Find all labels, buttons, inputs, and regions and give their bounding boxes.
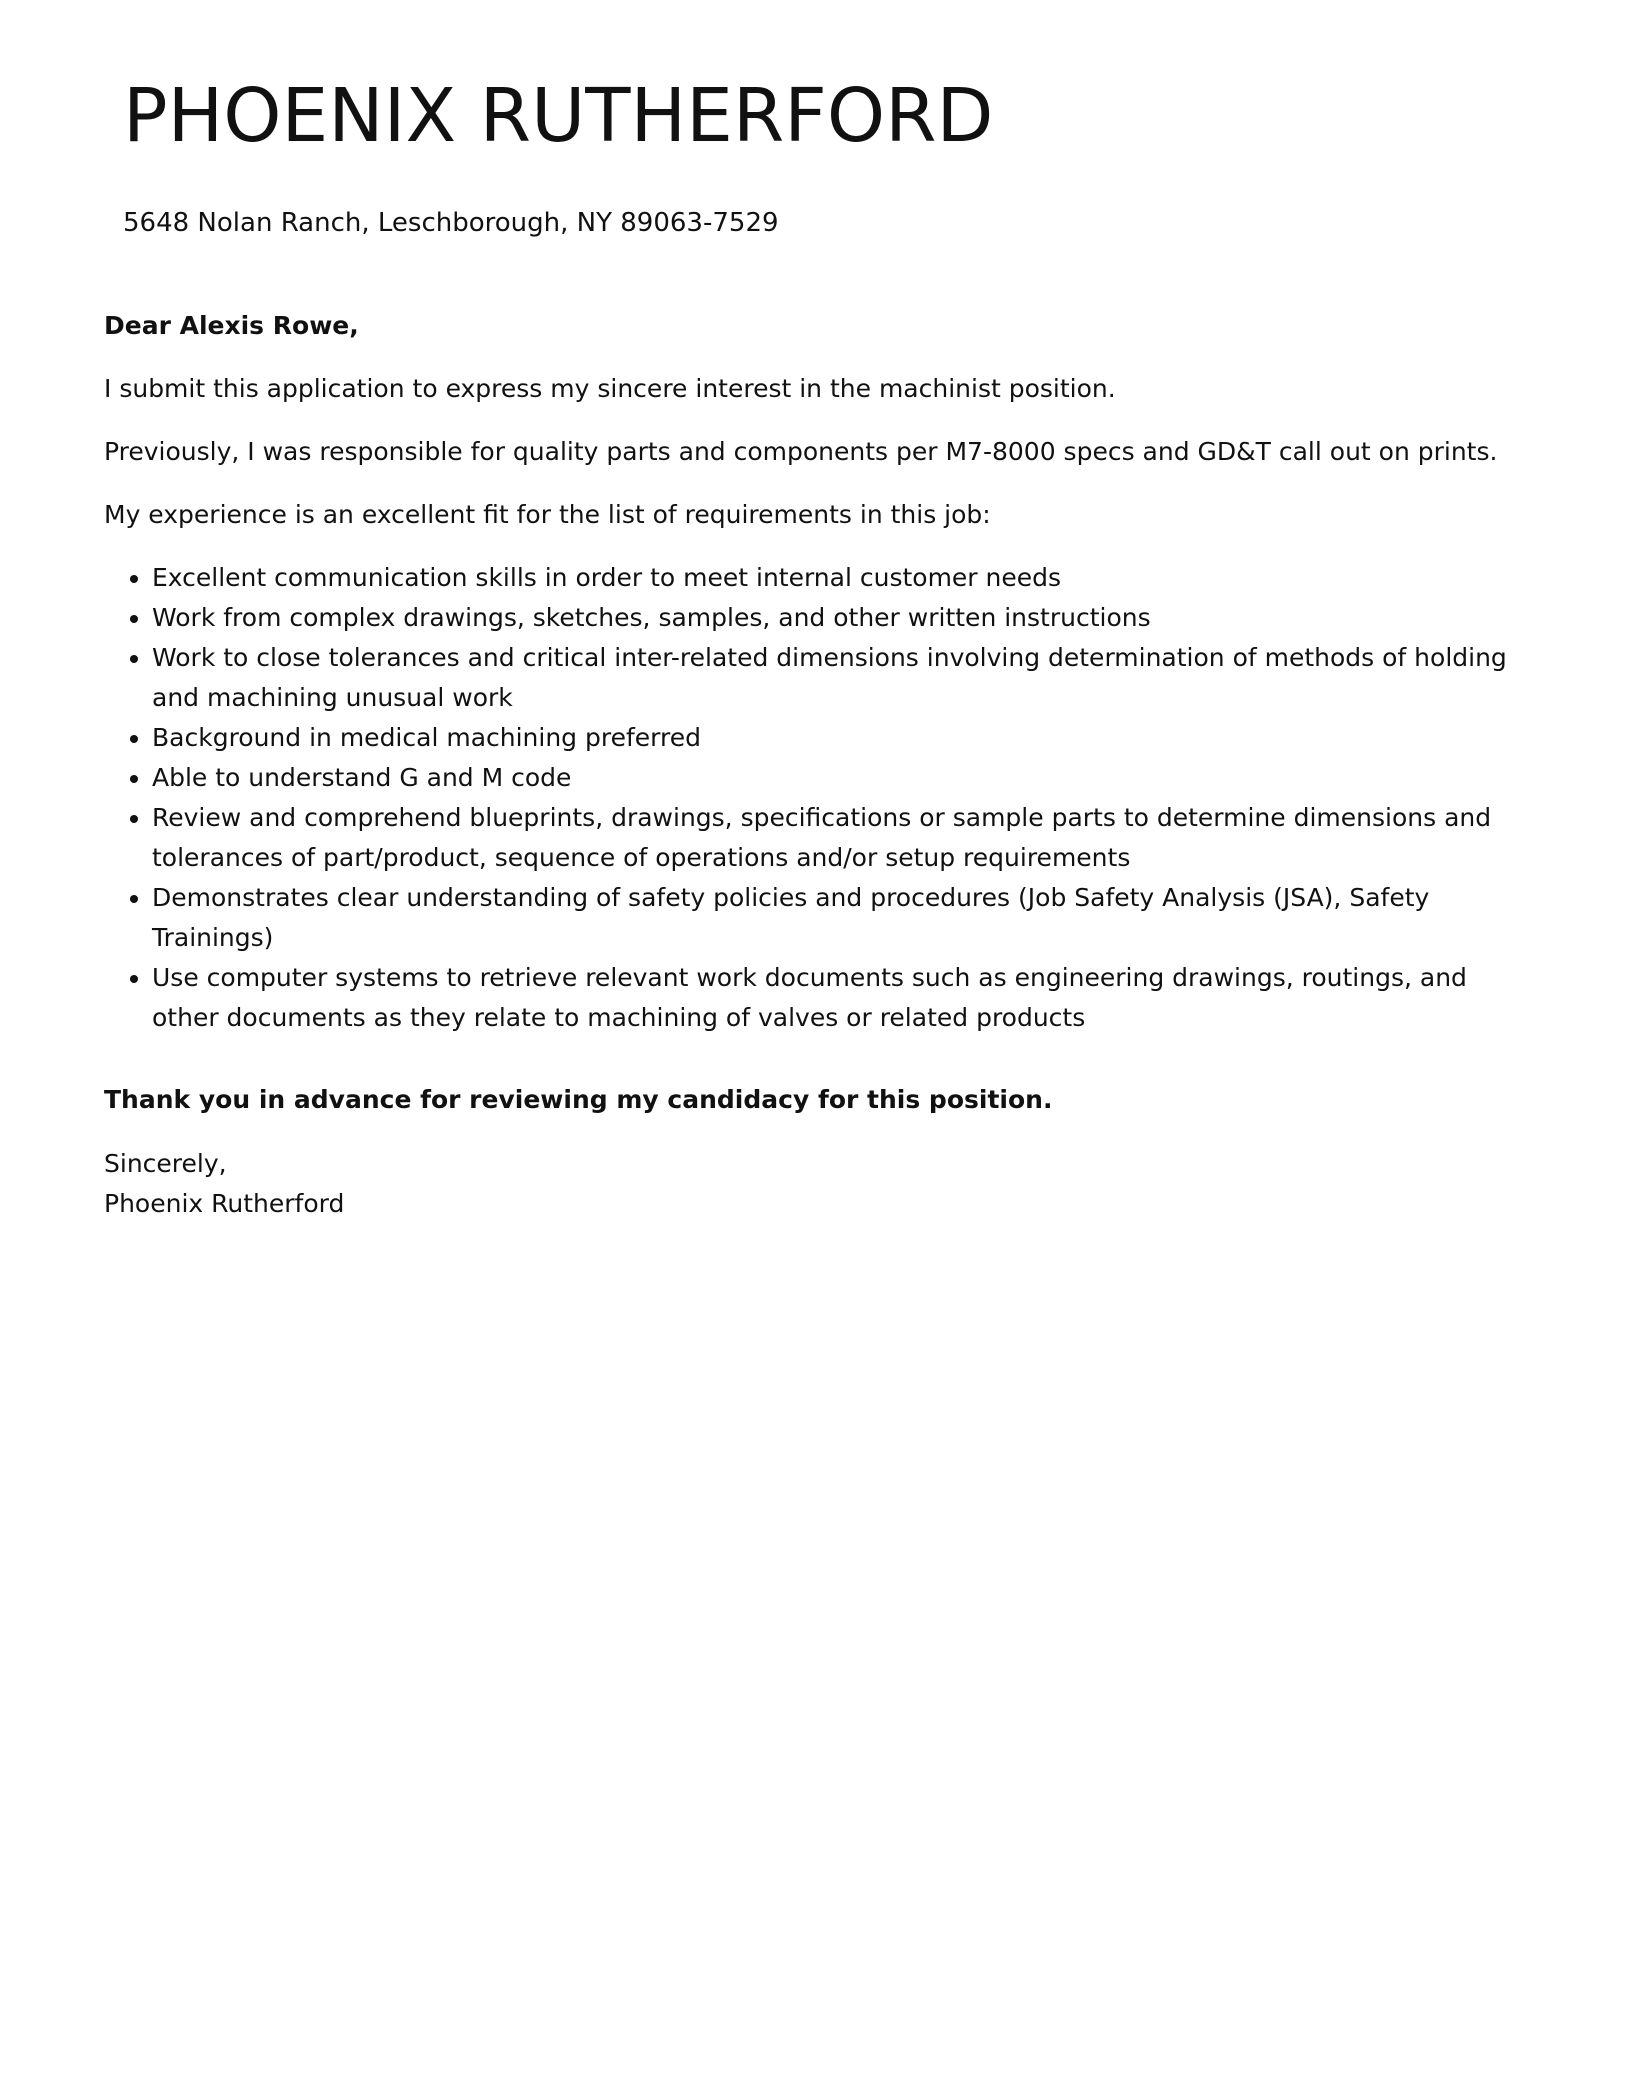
list-item: • Background in medical machining preferred [152,718,1524,758]
list-item: • Use computer systems to retrieve relevant work documents such as engineering drawings, routings, and other documents as they relate to machining of valves or related products [152,958,1524,1038]
experience-paragraph: Previously, I was responsible for quality parts and components per M7-8000 specs and GD&T call out on prints. [104,437,1498,466]
list-item: • Able to understand G and M code [152,758,1524,798]
applicant-address: 5648 Nolan Ranch, Leschborough, NY 89063-7529 [123,208,779,238]
applicant-name: PHOENIX RUTHERFORD [123,73,994,159]
closing-line: Thank you in advance for reviewing my candidacy for this position. [104,1085,1053,1114]
signature-name: Phoenix Rutherford [104,1189,345,1218]
list-item: • Work from complex drawings, sketches, samples, and other written instructions [152,598,1524,638]
list-item: • Review and comprehend blueprints, drawings, specifications or sample parts to determine dimensions and tolerances of part/product, sequence of operations and/or setup requirements [152,798,1524,878]
requirements-list [104,558,1524,1038]
list-item: • Demonstrates clear understanding of safety policies and procedures (Job Safety Analysis (JSA), Safety Trainings) [152,878,1524,958]
list-item: • Excellent communication skills in order to meet internal customer needs [152,558,1524,598]
letter-body [104,306,1524,1224]
intro-paragraph: I submit this application to express my sincere interest in the machinist position. [104,374,1116,403]
salutation: Dear Alexis Rowe, [104,311,359,340]
list-item: • Work to close tolerances and critical inter-related dimensions involving determination of methods of holding and machining unusual work [152,638,1524,718]
letter-header [123,70,993,240]
sign-off: Sincerely, [104,1149,227,1178]
fit-paragraph: My experience is an excellent fit for the list of requirements in this job: [104,500,991,529]
